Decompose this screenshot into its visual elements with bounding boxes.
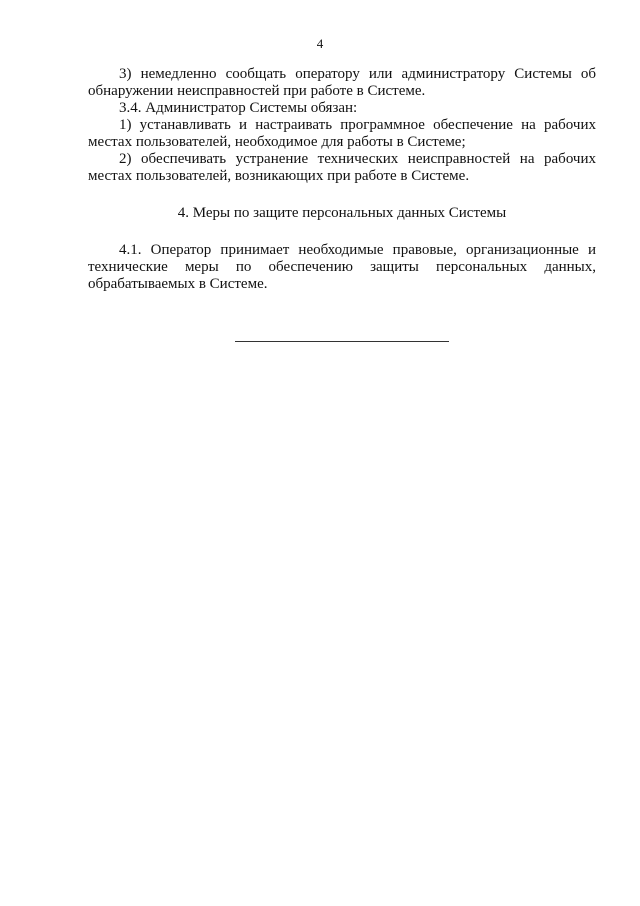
end-divider xyxy=(235,341,449,342)
paragraph-item-1: 1) устанавливать и настраивать программное обеспечение на рабочих местах пользователей, необходимое для работы в Системе; xyxy=(88,117,596,150)
document-body xyxy=(88,66,596,293)
paragraph-item-3: 3) немедленно сообщать оператору или администратору Системы об обнаружении неисправностей при работе в Системе. xyxy=(88,66,596,99)
paragraph-3-4: 3.4. Администратор Системы обязан: xyxy=(119,100,358,116)
section-4-heading: 4. Меры по защите персональных данных Системы xyxy=(177,205,507,221)
paragraph-item-2: 2) обеспечивать устранение технических неисправностей на рабочих местах пользователей, возникающих при работе в Системе. xyxy=(88,151,596,184)
page-number: 4 xyxy=(316,36,324,51)
paragraph-4-1: 4.1. Оператор принимает необходимые правовые, организационные и технические меры по обеспечению защиты персональных данных, обрабатываемых в Системе. xyxy=(88,242,596,292)
